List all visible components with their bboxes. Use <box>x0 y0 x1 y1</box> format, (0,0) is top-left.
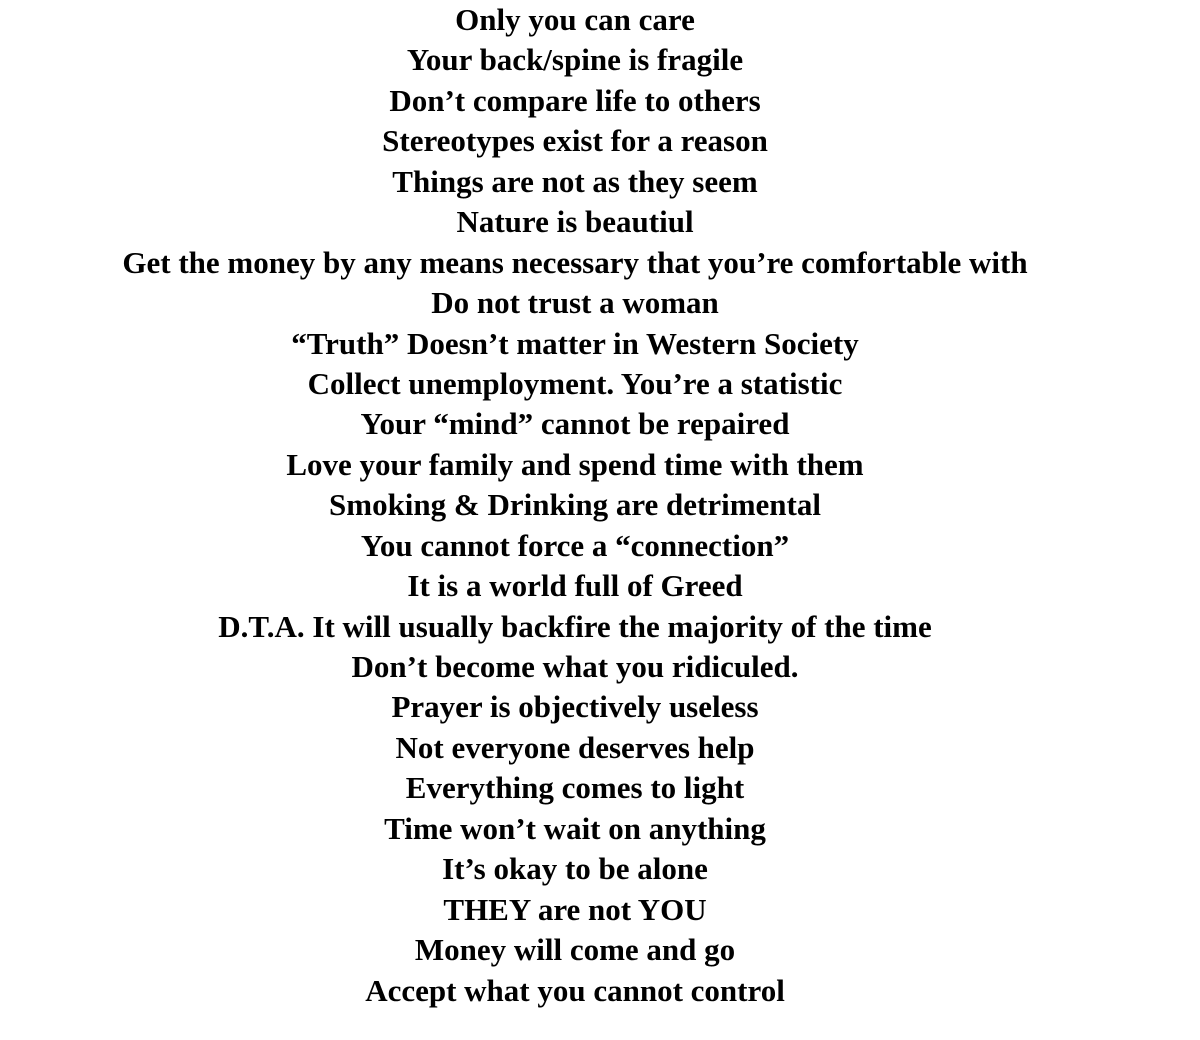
text-line: Your “mind” cannot be repaired <box>360 406 790 442</box>
text-line: Get the money by any means necessary that you’re comfortable with <box>122 244 1028 280</box>
text-line: Accept what you cannot control <box>365 972 785 1008</box>
text-line: You cannot force a “connection” <box>360 527 790 563</box>
text-line: THEY are not YOU <box>443 891 707 927</box>
text-line: Stereotypes exist for a reason <box>382 123 768 159</box>
text-line: Collect unemployment. You’re a statistic <box>307 365 843 401</box>
text-line: Smoking & Drinking are detrimental <box>329 487 821 523</box>
text-line: “Truth” Doesn’t matter in Western Society <box>291 325 859 361</box>
text-line: Do not trust a woman <box>431 285 719 321</box>
text-line: Things are not as they seem <box>392 163 758 199</box>
text-line: Only you can care <box>455 2 695 37</box>
text-line: Time won’t wait on anything <box>384 810 766 846</box>
text-line: Your back/spine is fragile <box>406 42 744 78</box>
text-line: It is a world full of Greed <box>407 568 743 604</box>
text-line: Prayer is objectively useless <box>391 689 759 725</box>
text-line: Don’t become what you ridiculed. <box>351 649 799 684</box>
text-line: Love your family and spend time with them <box>286 446 864 482</box>
text-line: It’s okay to be alone <box>442 851 708 887</box>
text-line: Money will come and go <box>414 932 736 968</box>
text-line: Nature is beautiul <box>456 204 694 240</box>
text-line: D.T.A. It will usually backfire the majority of the time <box>218 608 932 644</box>
text-line: Everything comes to light <box>405 770 745 806</box>
text-line: Not everyone deserves help <box>395 729 755 765</box>
text-line: Don’t compare life to others <box>389 82 761 118</box>
